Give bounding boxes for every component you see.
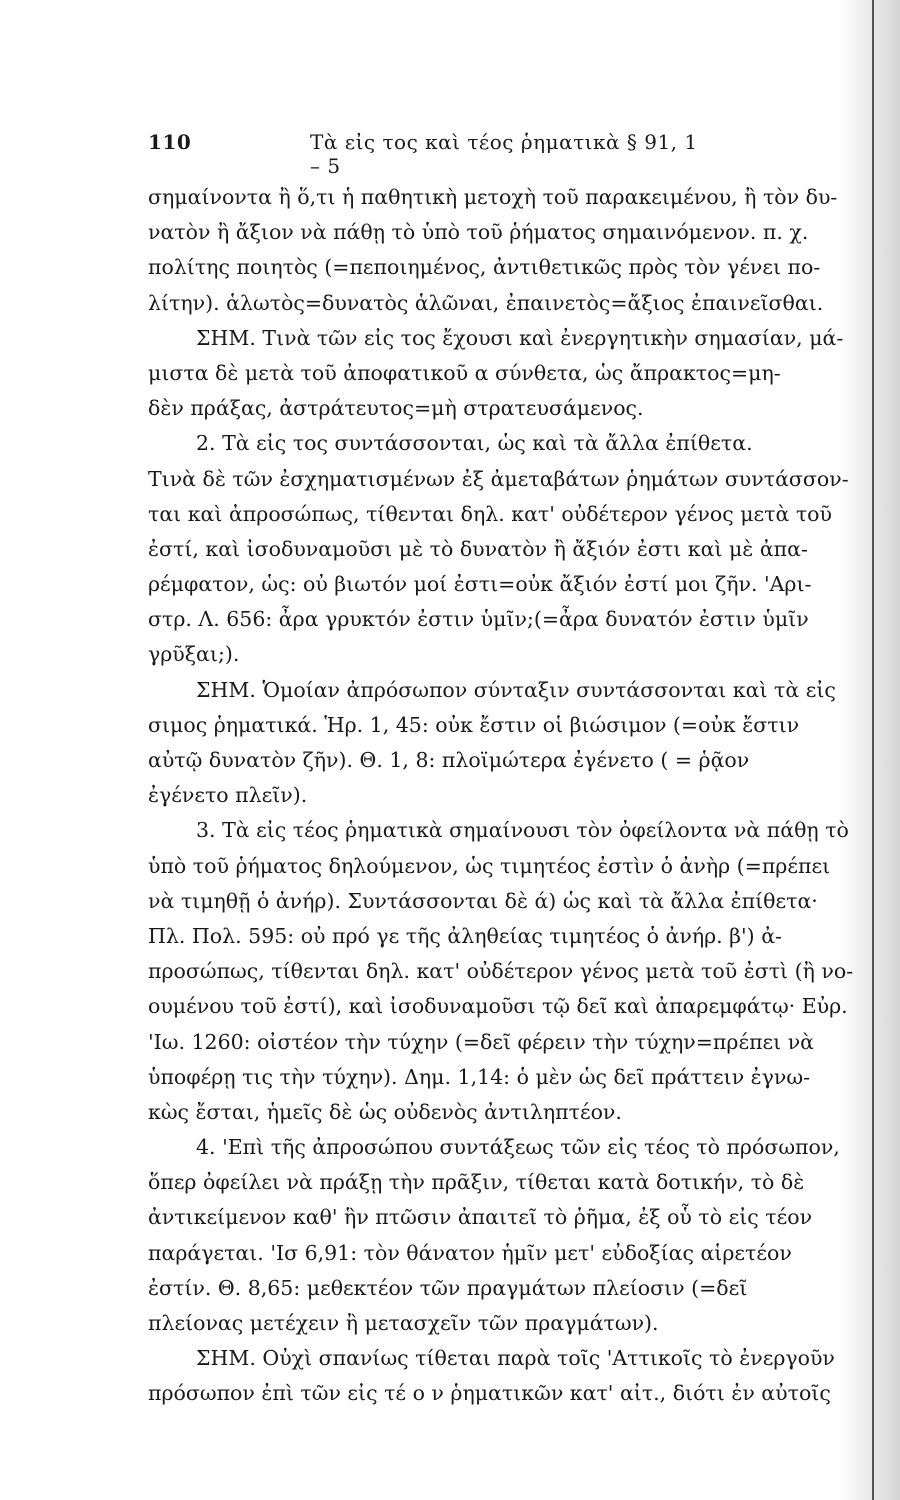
text-line: ΣΗΜ. Τινὰ τῶν εἰς τος ἔχουσι καὶ ἐνεργητικὴν σημασίαν, μά- — [196, 325, 844, 350]
text-line: νατὸν ἢ ἄξιον νὰ πάθῃ τὸ ὑπὸ τοῦ ῥήματος σημαινόμενον. π. χ. — [148, 220, 809, 245]
text-line: ὑποφέρῃ τις τὴν τύχην). Δημ. 1,14: ὁ μὲν ὡς δεῖ πράττειν ἐγνω- — [148, 1064, 811, 1089]
text-line: ΣΗΜ. Ὁμοίαν ἀπρόσωπον σύνταξιν συντάσσονται καὶ τὰ εἰς — [196, 677, 836, 702]
text-line: λίτην). ἁλωτὸς=δυνατὸς ἁλῶναι, ἐπαινετὸς=ἄξιος ἐπαινεῖσθαι. — [148, 290, 824, 315]
text-line: σιμος ῥηματικά. Ἡρ. 1, 45: οὐκ ἔστιν οἱ βιώσιμον (=οὐκ ἔστιν — [148, 712, 800, 737]
text-line: σημαίνοντα ἢ ὅ,τι ἡ παθητικὴ μετοχὴ τοῦ παρακειμένου, ἢ τὸν δυ- — [148, 185, 838, 209]
text-line: παράγεται. 'Ισ 6,91: τὸν θάνατον ἡμῖν μετ' εὐδοξίας αἱρετέον — [148, 1240, 792, 1265]
text-line: ουμένου τοῦ ἐστί), καὶ ἰσοδυναμοῦσι τῷ δεῖ καὶ ἀπαρεμφάτῳ· Εὐρ. — [148, 994, 848, 1019]
text-line: ρέμφατον, ὡς: οὐ βιωτόν μοί ἐστι=οὐκ ἄξιόν ἐστί μοι ζῆν. 'Αρι- — [148, 572, 812, 597]
running-title: Τὰ εἰς τος καὶ τέος ῥηματικὰ § 91, 1 – 5 — [310, 130, 698, 178]
text-line: ἐστίν. Θ. 8,65: μεθεκτέον τῶν πραγμάτων πλείοσιν (=δεῖ — [148, 1275, 748, 1300]
text-line: αὐτῷ δυνατὸν ζῆν). Θ. 1, 8: πλοϊμώτερα ἐγένετο ( = ῥᾷον — [148, 748, 750, 772]
text-line: πρόσωπον ἐπὶ τῶν εἰς τέ ο ν ῥηματικῶν κατ' αἰτ., διότι ἐν αὐτοῖς — [148, 1381, 831, 1406]
text-line: μιστα δὲ μετὰ τοῦ ἀποφατικοῦ α σύνθετα, ὡς ἄπρακτος=μη- — [148, 360, 781, 385]
text-line: ὑπὸ τοῦ ῥήματος δηλούμενον, ὡς τιμητέος ἐστὶν ὁ ἀνὴρ (=πρέπει — [148, 853, 831, 878]
text-line: πλείονας μετέχειν ἢ μετασχεῖν τῶν πραγμάτων). — [148, 1311, 659, 1335]
page-edge-line — [872, 0, 874, 1500]
text-line: ἀντικείμενον καθ' ἣν πτῶσιν ἀπαιτεῖ τὸ ῥῆμα, ἐξ οὗ τὸ εἰς τέον — [148, 1205, 813, 1230]
text-line: προσώπως, τίθενται δηλ. κατ' οὐδέτερον γένος μετὰ τοῦ ἐστὶ (ἢ νο- — [148, 959, 854, 984]
text-line: 2. Τὰ εἰς τος συντάσσονται, ὡς καὶ τὰ ἄλλα ἐπίθετα. — [196, 431, 753, 456]
text-line: 'Ιω. 1260: οἰστέον τὴν τύχην (=δεῖ φέρειν τὴν τύχην=πρέπει νὰ — [148, 1029, 815, 1054]
text-line: 4. 'Επὶ τῆς ἀπροσώπου συντάξεως τῶν εἰς τέος τὸ πρόσωπον, — [196, 1135, 840, 1160]
text-line: ὅπερ ὀφείλει νὰ πράξῃ τὴν πρᾶξιν, τίθεται κατὰ δοτικήν, τὸ δὲ — [148, 1170, 805, 1195]
text-line: νὰ τιμηθῇ ὁ ἀνήρ). Συντάσσονται δὲ ά) ὡς καὶ τὰ ἄλλα ἐπίθετα· — [148, 888, 818, 913]
text-line: Πλ. Πολ. 595: οὐ πρό γε τῆς ἀληθείας τιμητέος ὁ ἀνήρ. β') ἀ- — [148, 923, 782, 948]
text-line: ται καὶ ἀπροσώπως, τίθενται δηλ. κατ' οὐδέτερον γένος μετὰ τοῦ — [148, 501, 832, 526]
text-line: γρῦξαι;). — [148, 642, 240, 667]
text-line: 3. Τὰ εἰς τέος ῥηματικὰ σημαίνουσι τὸν ὀφείλοντα νὰ πάθῃ τὸ — [196, 818, 849, 843]
text-line: Τινὰ δὲ τῶν ἐσχηματισμένων ἐξ ἀμεταβάτων ῥημάτων συντάσσον- — [148, 466, 849, 491]
text-line: κὼς ἔσται, ἡμεῖς δὲ ὡς οὐδενὸς ἀντιληπτέον. — [148, 1099, 622, 1124]
page-number: 110 — [148, 130, 192, 154]
page-body-text — [148, 180, 868, 1412]
text-line: στρ. Λ. 656: ἆρα γρυκτόν ἐστιν ὑμῖν;(=ἆρα δυνατόν ἐστιν ὑμῖν — [148, 607, 809, 632]
text-line: πολίτης ποιητὸς (=πεποιημένος, ἀντιθετικῶς πρὸς τὸν γένει πο- — [148, 255, 821, 280]
text-line: δὲν πράξας, ἀστράτευτος=μὴ στρατευσάμενος. — [148, 396, 644, 421]
text-line: ἐστί, καὶ ἰσοδυναμοῦσι μὲ τὸ δυνατὸν ἢ ἄξιόν ἐστι καὶ μὲ ἀπα- — [148, 536, 808, 561]
text-line: ἐγένετο πλεῖν). — [148, 783, 308, 808]
text-line: ΣΗΜ. Οὐχὶ σπανίως τίθεται παρὰ τοῖς 'Αττικοῖς τὸ ἐνεργοῦν — [196, 1346, 835, 1371]
